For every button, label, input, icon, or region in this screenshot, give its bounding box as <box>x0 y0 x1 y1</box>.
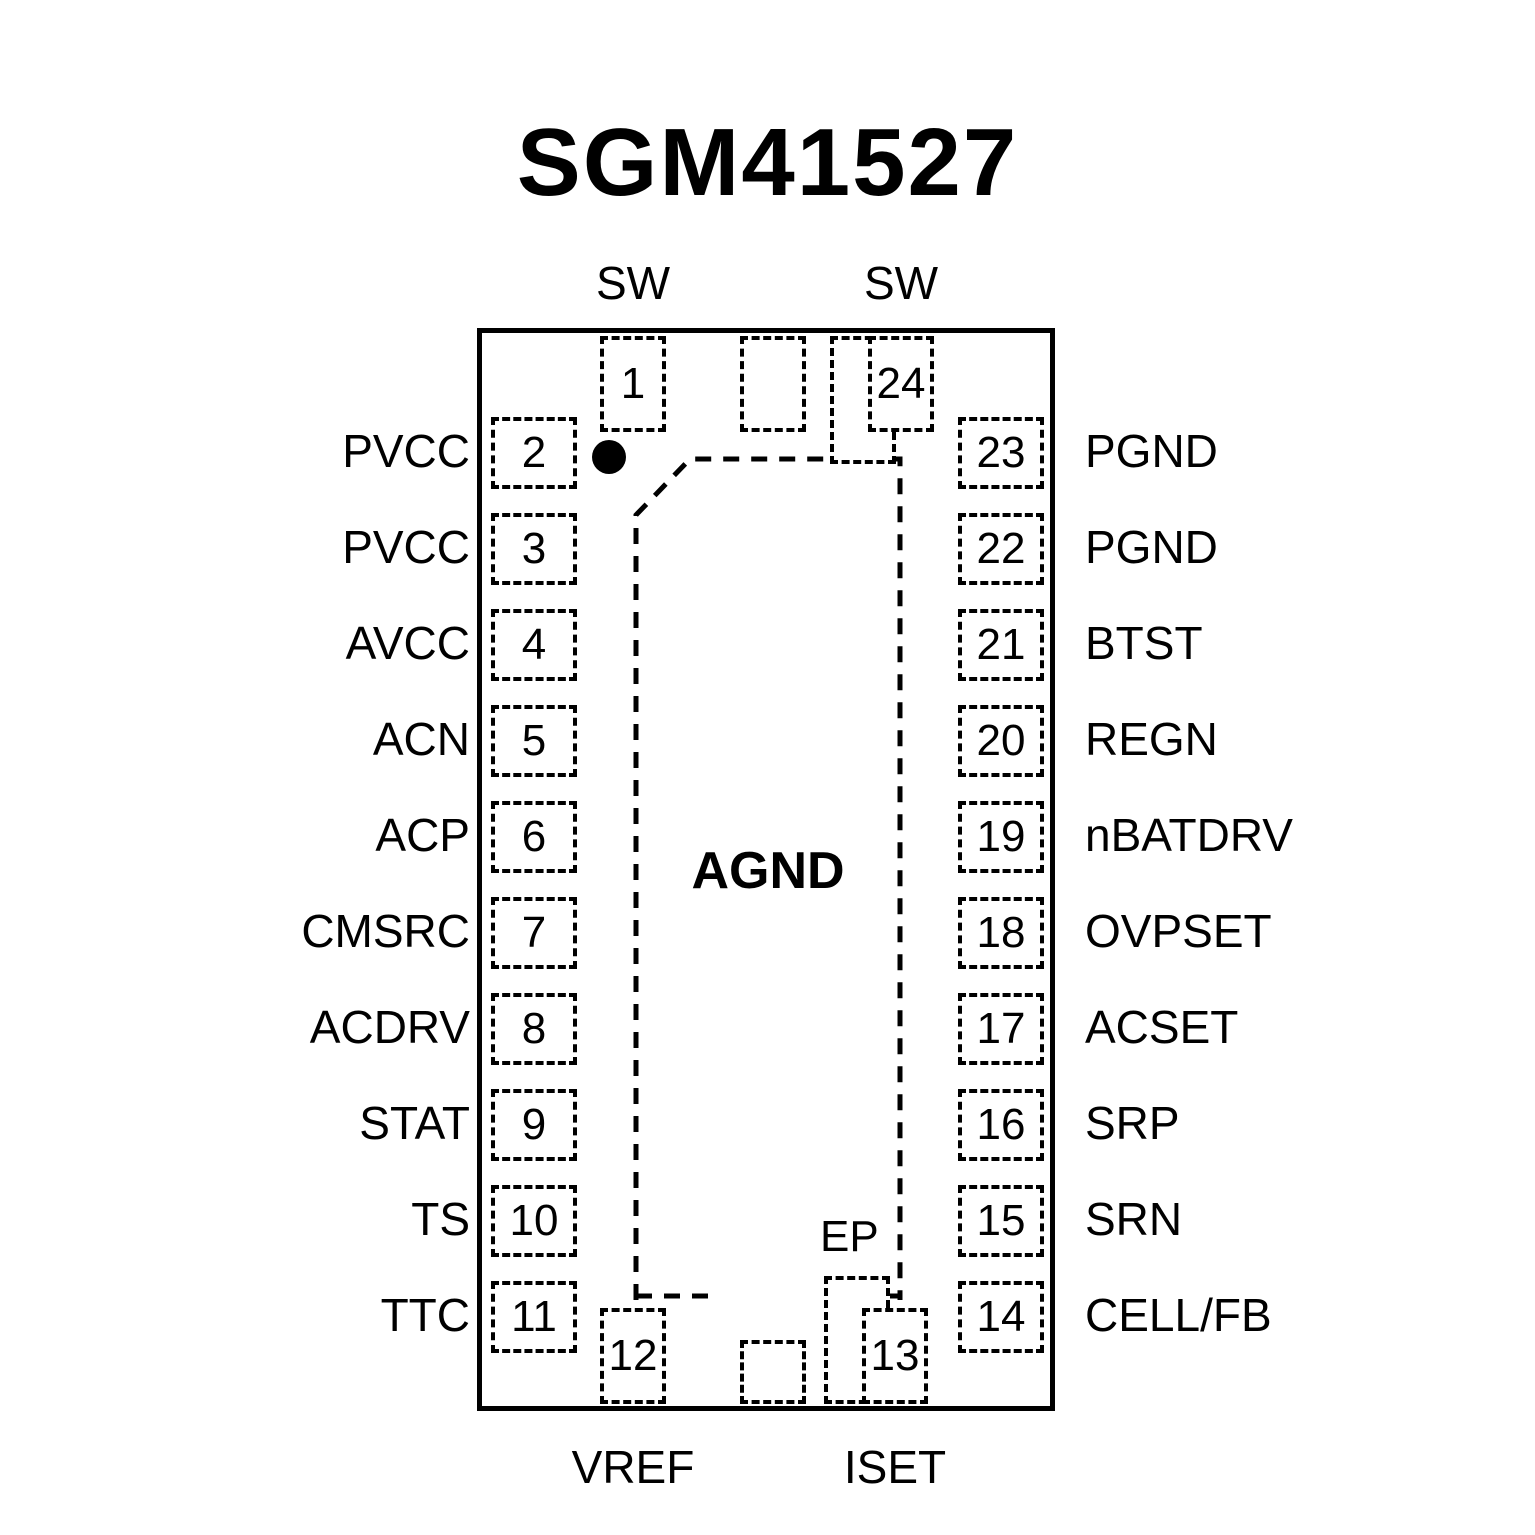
pad-pin-17[interactable] <box>958 993 1044 1065</box>
pad-number: 24 <box>876 359 926 408</box>
pin-label-cellfb-14: CELL/FB <box>1085 1289 1272 1341</box>
pad-number: 18 <box>976 908 1026 957</box>
pin-label-cmsrc-7: CMSRC <box>301 905 470 957</box>
pin-label-stat-9: STAT <box>359 1097 470 1149</box>
pad-number: 5 <box>521 716 547 765</box>
pad-number: 8 <box>521 1004 547 1053</box>
pad-blank-top-left <box>740 336 806 432</box>
pad-pin-14[interactable] <box>958 1281 1044 1353</box>
pin-label-iset-13: ISET <box>843 1441 947 1493</box>
pad-number: 11 <box>511 1292 557 1341</box>
pin-label-regn-20: REGN <box>1085 713 1218 765</box>
pin-label-ttc-11: TTC <box>380 1289 470 1341</box>
pad-pin-2[interactable] <box>491 417 577 489</box>
pin-label-pgnd-22: PGND <box>1085 521 1218 573</box>
pad-pin-15[interactable] <box>958 1185 1044 1257</box>
pad-pin-21[interactable] <box>958 609 1044 681</box>
pad-number: 13 <box>870 1331 920 1380</box>
pad-pin-19[interactable] <box>958 801 1044 873</box>
pad-pin-12[interactable] <box>600 1308 666 1404</box>
pad-pin-1[interactable] <box>600 336 666 432</box>
pad-pin-16[interactable] <box>958 1089 1044 1161</box>
pad-number: 1 <box>620 359 646 408</box>
pin-label-acdrv-8: ACDRV <box>309 1001 470 1053</box>
pad-number: 9 <box>521 1100 547 1149</box>
pad-number: 16 <box>976 1100 1026 1149</box>
pad-number: 14 <box>976 1292 1026 1341</box>
pad-pin-10[interactable] <box>491 1185 577 1257</box>
pad-number: 19 <box>976 812 1026 861</box>
pin-label-sw-1: SW <box>595 257 671 309</box>
pad-number: 2 <box>521 428 547 477</box>
pin-label-pvcc-2: PVCC <box>342 425 470 477</box>
pin-label-vref-12: VREF <box>571 1441 695 1493</box>
pin1-dot-icon <box>592 440 626 474</box>
pad-pin-7[interactable] <box>491 897 577 969</box>
pad-number: 22 <box>976 524 1026 573</box>
pin-label-acn-5: ACN <box>372 713 470 765</box>
pad-number: 4 <box>521 620 547 669</box>
pin-label-nbatdrv-19: nBATDRV <box>1085 809 1293 861</box>
pad-pin-20[interactable] <box>958 705 1044 777</box>
exposed-pad-label: EP <box>820 1212 879 1261</box>
pad-pin-5[interactable] <box>491 705 577 777</box>
exposed-pad-center-label: AGND <box>691 842 845 900</box>
pin-label-acp-6: ACP <box>375 809 470 861</box>
pin-label-btst-21: BTST <box>1085 617 1203 669</box>
pad-pin-22[interactable] <box>958 513 1044 585</box>
pad-pin-3[interactable] <box>491 513 577 585</box>
pad-pin-18[interactable] <box>958 897 1044 969</box>
pad-pin-8[interactable] <box>491 993 577 1065</box>
pad-pin-6[interactable] <box>491 801 577 873</box>
pad-pin-13[interactable] <box>862 1308 928 1404</box>
pad-number: 12 <box>608 1331 658 1380</box>
pad-pin-4[interactable] <box>491 609 577 681</box>
pad-pin-11[interactable] <box>491 1281 577 1353</box>
pad-pin-9[interactable] <box>491 1089 577 1161</box>
pad-pin-24[interactable] <box>868 336 934 432</box>
pad-number: 3 <box>521 524 547 573</box>
pad-number: 23 <box>976 428 1026 477</box>
pad-number: 17 <box>976 1004 1026 1053</box>
pin-label-acset-17: ACSET <box>1085 1001 1239 1053</box>
pin-label-ovpset-18: OVPSET <box>1085 905 1272 957</box>
pad-number: 20 <box>976 716 1026 765</box>
pad-blank-bottom-left <box>740 1340 806 1404</box>
pad-number: 21 <box>976 620 1026 669</box>
pin-label-sw-24: SW <box>863 257 939 309</box>
pin-label-pgnd-23: PGND <box>1085 425 1218 477</box>
page-title: SGM41527 <box>516 109 1019 216</box>
pad-number: 10 <box>509 1196 559 1245</box>
pin-label-srn-15: SRN <box>1085 1193 1183 1245</box>
pin-label-ts-10: TS <box>411 1193 470 1245</box>
pad-number: 6 <box>521 812 547 861</box>
pin-label-srp-16: SRP <box>1085 1097 1180 1149</box>
pad-pin-23[interactable] <box>958 417 1044 489</box>
pin-label-pvcc-3: PVCC <box>342 521 470 573</box>
pad-number: 15 <box>976 1196 1026 1245</box>
pad-number: 7 <box>521 908 547 957</box>
pin-label-avcc-4: AVCC <box>345 617 470 669</box>
